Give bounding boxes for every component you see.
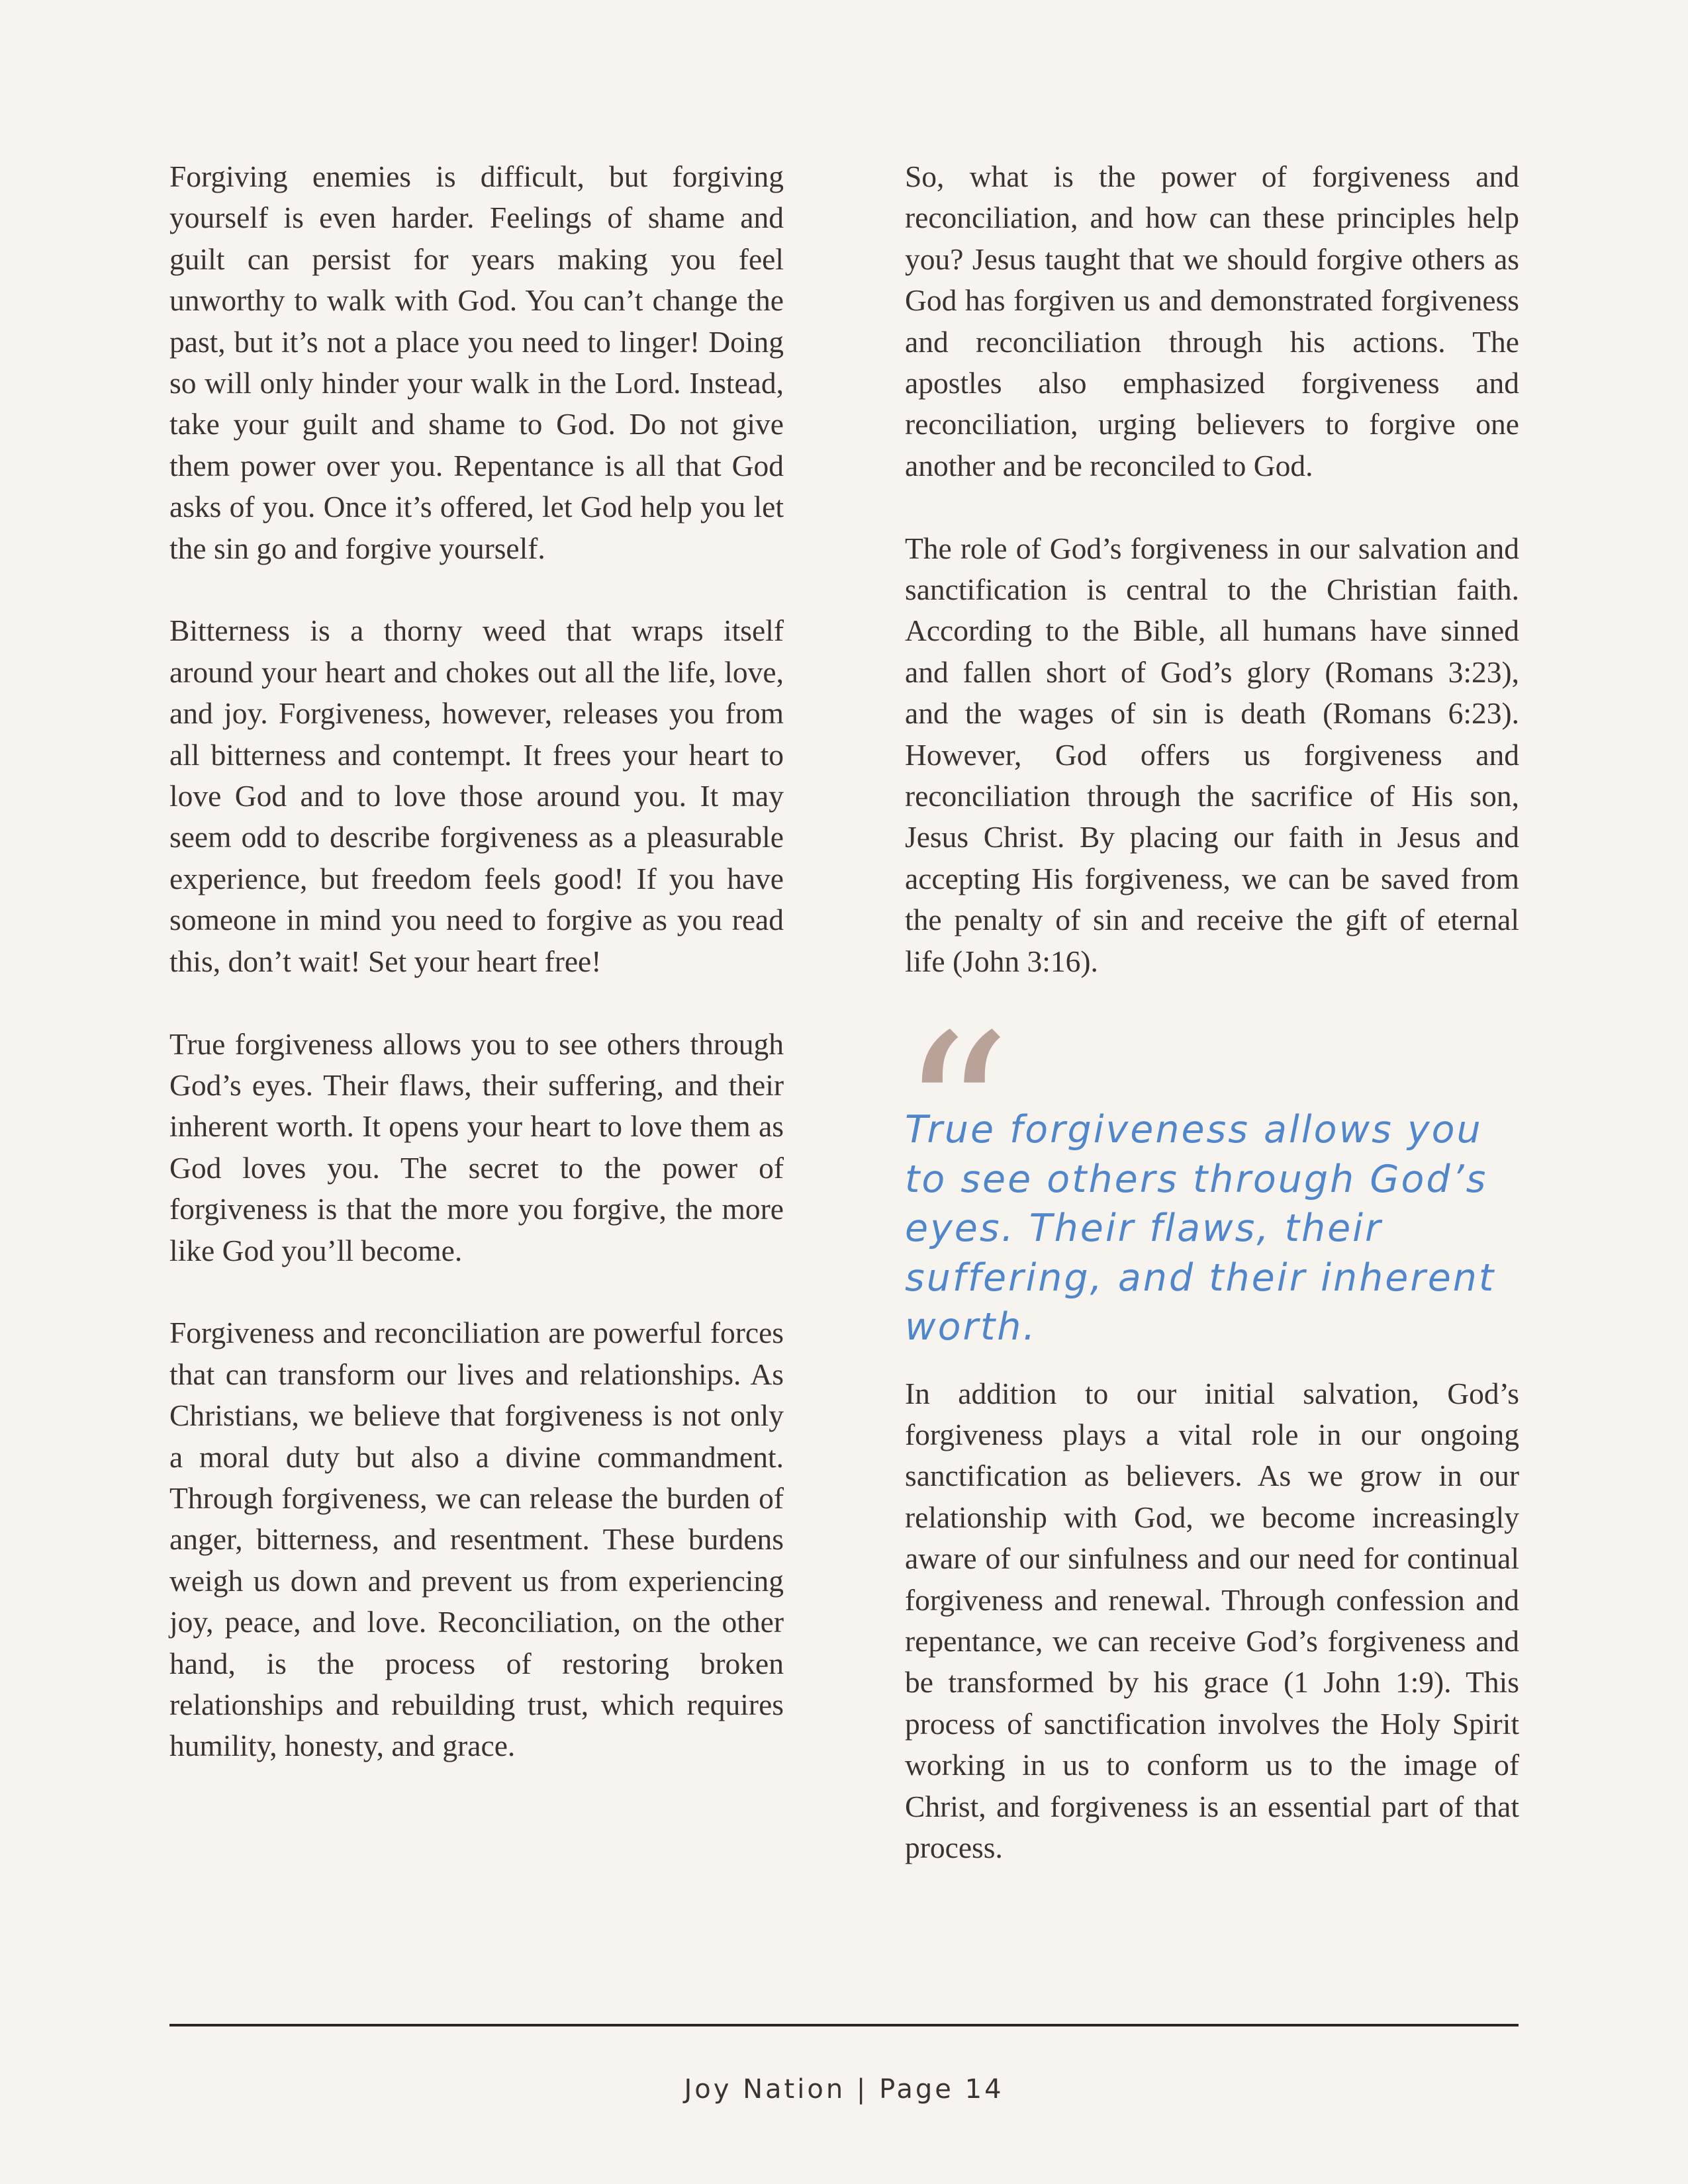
body-paragraph: In addition to our initial salvation, God’s forgiveness plays a vital role in our ongoing sanctification as believers. As we grow in our relationship with God, we become increasingly aware of our sinfulness and our need for continual forgiveness and renewal. Through confession and repentance, we can receive God’s forgiveness and be transformed by his grace (1 John 1:9). This process of sanctification involves the Holy Spirit working in us to conform us to the image of Christ, and forgiveness is an essential part of that process. (905, 1376, 1519, 1865)
footer-divider (169, 2024, 1519, 2026)
quote-mark-icon: “ (900, 988, 1011, 1243)
left-column (169, 156, 784, 1767)
page-footer: Joy Nation | Page 14 (684, 2074, 1004, 2105)
body-paragraph: So, what is the power of forgiveness and reconciliation, and how can these principles help you? Jesus taught that we should forgive others as God has forgiven us and demonstrated forgiveness and reconciliation through his actions. The apostles also emphasized forgiveness and reconciliation, urging believers to forgive one another and be reconciled to God. (905, 159, 1519, 482)
body-paragraph: Forgiveness and reconciliation are powerful forces that can transform our lives and relationships. As Christians, we believe that forgiveness is not only a moral duty but also a divine commandment. Through forgiveness, we can release the burden of anger, bitterness, and resentment. These burdens weigh us down and prevent us from experiencing joy, peace, and love. Reconciliation, on the other hand, is the process of restoring broken relationships and rebuilding trust, which requires humility, honesty, and grace. (169, 1316, 784, 1763)
body-paragraph: True forgiveness allows you to see others through God’s eyes. Their flaws, their suffering, and their inherent worth. It opens your heart to love them as God loves you. The secret to the power of forgiveness is that the more you forgive, the more like God you’ll become. (169, 1026, 784, 1267)
body-paragraph: Bitterness is a thorny weed that wraps itself around your heart and chokes out all the life, love, and joy. Forgiveness, however, releases you from all bitterness and contempt. It frees your heart to love God and to love those around you. It may seem odd to describe forgiveness as a pleasurable experience, but freedom feels good! If you have someone in mind you need to forgive as you read this, don’t wait! Set your heart free! (169, 614, 784, 978)
right-column (900, 156, 1519, 1868)
body-paragraph: The role of God’s forgiveness in our salvation and sanctification is central to the Christian faith. According to the Bible, all humans have sinned and fallen short of God’s glory (Romans 3:23), and the wages of sin is death (Romans 6:23). However, God offers us forgiveness and reconciliation through the sacrifice of His son, Jesus Christ. By placing our faith in Jesus and accepting His forgiveness, we can be saved from the penalty of sin and receive the gift of eternal life (John 3:16). (905, 531, 1519, 978)
body-paragraph: Forgiving enemies is difficult, but forgiving yourself is even harder. Feelings of shame and guilt can persist for years making you feel unworthy to walk with God. You can’t change the past, but it’s not a place you need to linger! Doing so will only hinder your walk in the Lord. Instead, take your guilt and shame to God. Do not give them power over you. Repentance is all that God asks of you. Once it’s offered, let God help you let the sin go and forgive yourself. (169, 159, 784, 565)
pull-quote (900, 988, 1519, 1352)
pull-quote-text: True forgiveness allows you to see others through God’s eyes. Their flaws, their suffering, and their inherent worth. (905, 1108, 1496, 1349)
